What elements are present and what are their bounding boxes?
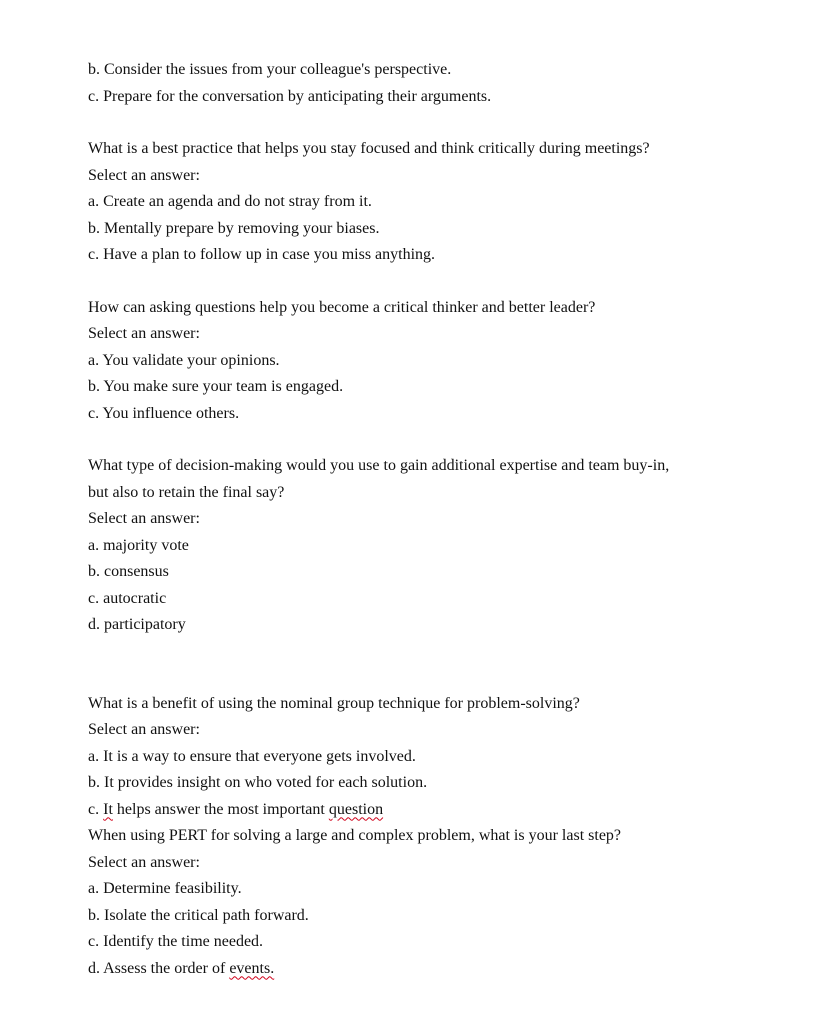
answer-option-b: b. You make sure your team is engaged. xyxy=(88,378,344,395)
answer-prompt: Select an answer: xyxy=(88,166,200,184)
answer-option-a: a. majority vote xyxy=(88,536,189,554)
question-block-3 xyxy=(88,453,788,639)
answer-option-a: a. You validate your opinions. xyxy=(88,351,280,369)
question-text-line-1: What type of decision-making would you use to gain additional expertise and team buy-in, xyxy=(88,457,670,474)
answer-option-c: c. Identify the time needed. xyxy=(88,933,264,950)
answer-option-b: b. Isolate the critical path forward. xyxy=(88,906,309,924)
answer-option-c: c. autocratic xyxy=(88,589,167,607)
question-block-1 xyxy=(88,136,788,269)
answer-option-a: a. Determine feasibility. xyxy=(88,880,242,897)
answer-option-b: b. Mentally prepare by removing your biases. xyxy=(88,219,380,237)
answer-option-b: b. consensus xyxy=(88,563,169,580)
answer-option-b: b. Consider the issues from your colleague's perspective. xyxy=(88,61,452,78)
option-text: helps answer the most important xyxy=(112,800,329,818)
answer-prompt: Select an answer: xyxy=(88,510,200,527)
option-text: d. Assess the order of xyxy=(88,959,230,977)
question-block-2 xyxy=(88,295,788,428)
answer-option-c xyxy=(88,797,788,824)
document-page xyxy=(88,57,788,982)
spellcheck-word: question xyxy=(328,800,384,818)
answer-option-d: d. participatory xyxy=(88,616,186,633)
spellcheck-word: It xyxy=(103,800,113,818)
answer-option-a: a. It is a way to ensure that everyone gets involved. xyxy=(88,747,416,765)
answer-option-b: b. It provides insight on who voted for each solution. xyxy=(88,774,428,791)
answer-prompt: Select an answer: xyxy=(88,853,200,871)
question-block-4 xyxy=(88,691,788,824)
answer-option-a: a. Create an agenda and do not stray from it. xyxy=(88,193,372,210)
question-block-5 xyxy=(88,823,788,982)
option-prefix: c. xyxy=(88,800,104,818)
answer-option-c: c. Have a plan to follow up in case you miss anything. xyxy=(88,246,436,263)
answer-prompt: Select an answer: xyxy=(88,325,200,342)
question-block-previous xyxy=(88,57,788,110)
question-text: What is a best practice that helps you stay focused and think critically during meetings? xyxy=(88,140,650,157)
answer-option-d xyxy=(88,956,788,983)
answer-option-c: c. You influence others. xyxy=(88,404,240,422)
question-text-line-2: but also to retain the final say? xyxy=(88,483,285,501)
question-text: How can asking questions help you become a critical thinker and better leader? xyxy=(88,298,596,316)
question-text: What is a benefit of using the nominal group technique for problem-solving? xyxy=(88,694,580,712)
answer-option-c: c. Prepare for the conversation by anticipating their arguments. xyxy=(88,87,492,105)
answer-prompt: Select an answer: xyxy=(88,721,200,738)
spellcheck-word: events. xyxy=(229,959,275,977)
question-text: When using PERT for solving a large and complex problem, what is your last step? xyxy=(88,827,622,844)
